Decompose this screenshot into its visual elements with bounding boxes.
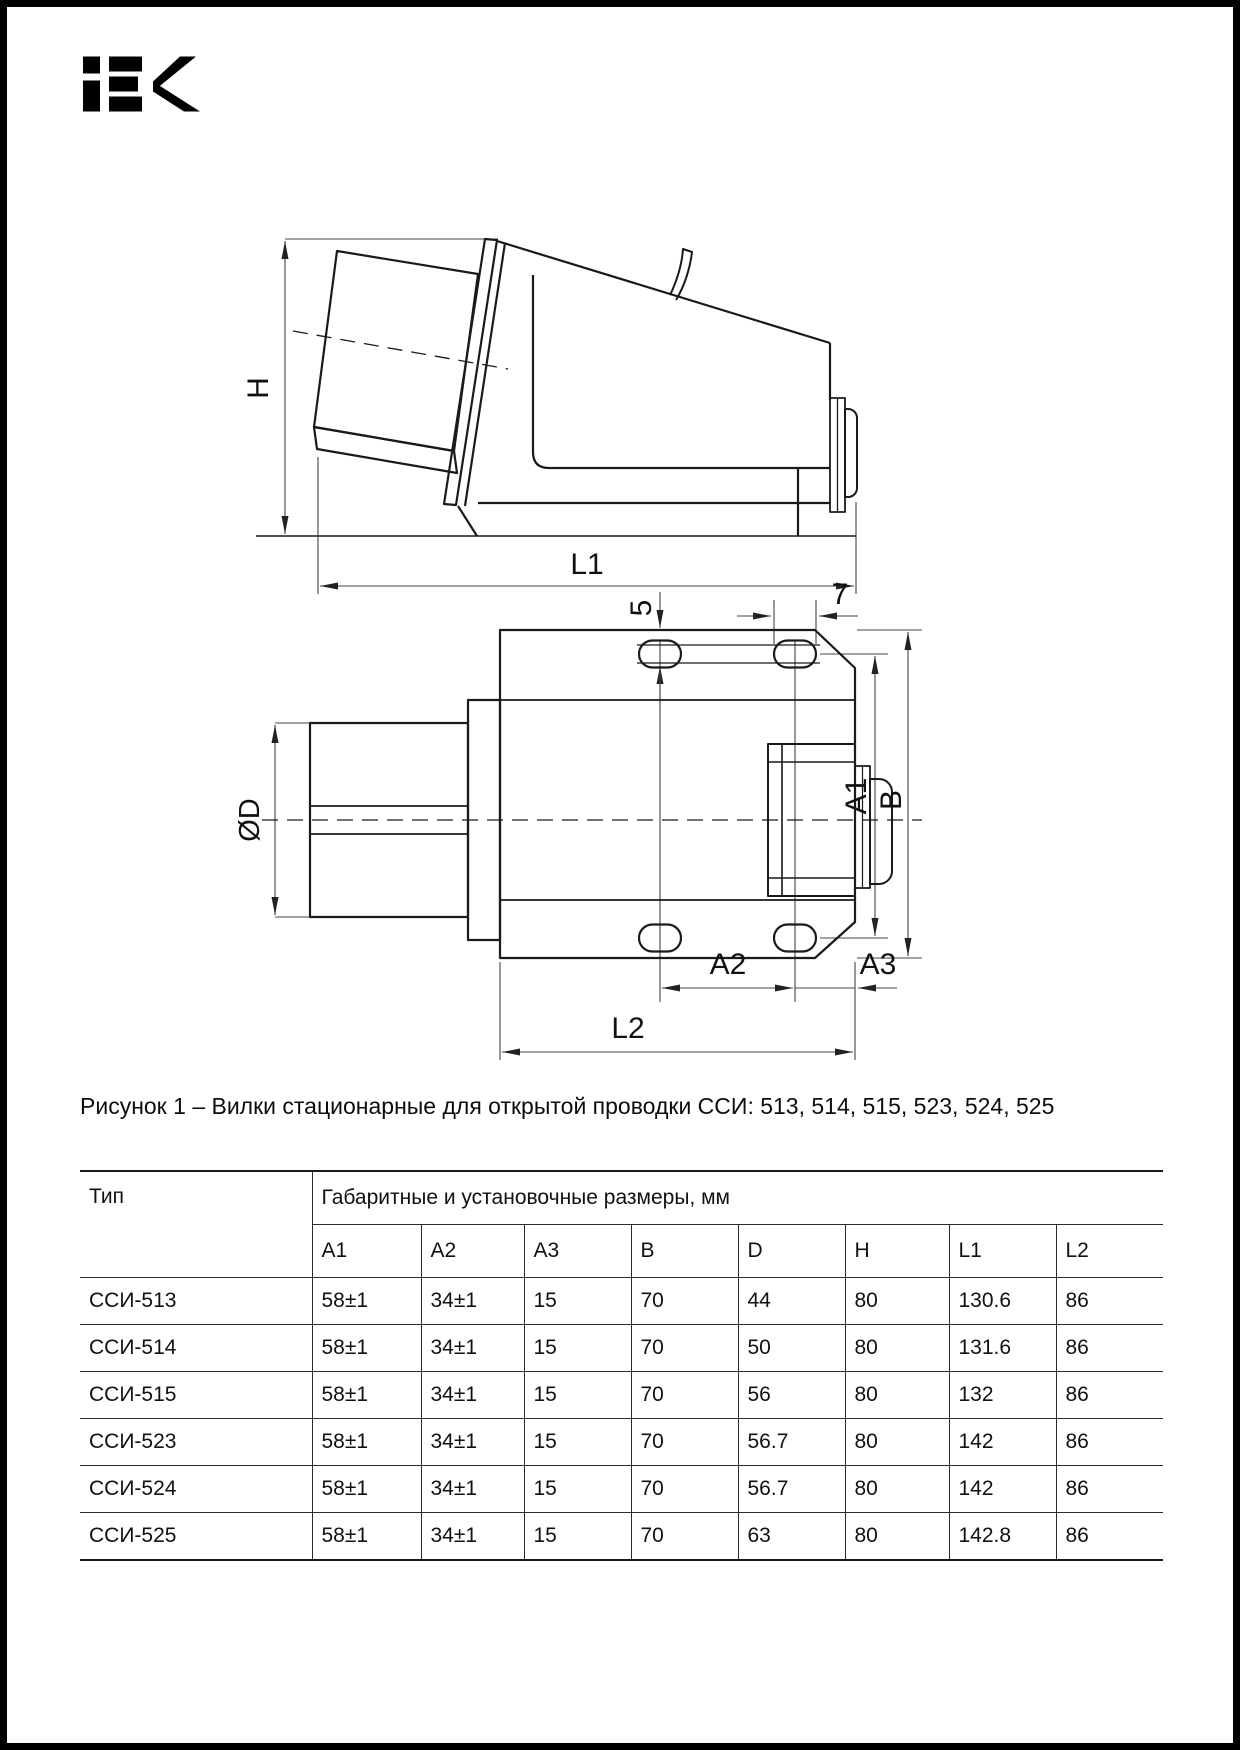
cell-value: 34±1	[421, 1466, 524, 1513]
table-header-h: H	[845, 1225, 949, 1278]
plug-side-outline	[314, 239, 857, 536]
cell-value: 34±1	[421, 1513, 524, 1560]
dim-label-a3: A3	[859, 948, 897, 981]
cell-value: 70	[631, 1278, 738, 1325]
cell-value: 15	[524, 1466, 631, 1513]
dim-label-h: H	[242, 377, 275, 399]
cell-value: 63	[738, 1513, 845, 1560]
cell-value: 131.6	[949, 1325, 1056, 1372]
cell-value: 80	[845, 1325, 949, 1372]
cell-type: ССИ-514	[80, 1325, 312, 1372]
cell-value: 34±1	[421, 1419, 524, 1466]
table-header-a2: A2	[421, 1225, 524, 1278]
figure-caption: Рисунок 1 – Вилки стационарные для открытой проводки ССИ: 513, 514, 515, 523, 524, 525	[80, 1093, 1055, 1119]
cell-value: 34±1	[421, 1278, 524, 1325]
cell-value: 44	[738, 1278, 845, 1325]
cell-type: ССИ-513	[80, 1278, 312, 1325]
table-row	[80, 1325, 1163, 1372]
iek-logo-glyphs	[83, 57, 200, 112]
table-header-type: Тип	[80, 1171, 312, 1278]
cell-value: 70	[631, 1372, 738, 1419]
dim-label-diameter: ØD	[234, 798, 266, 842]
cell-value: 70	[631, 1419, 738, 1466]
figure-side-view	[230, 185, 880, 605]
cell-value: 80	[845, 1466, 949, 1513]
dimensions-table	[80, 1170, 1163, 1561]
table-header-group: Габаритные и установочные размеры, мм	[312, 1171, 1163, 1225]
table-row	[80, 1372, 1163, 1419]
cell-type: ССИ-524	[80, 1466, 312, 1513]
cell-value: 15	[524, 1419, 631, 1466]
cell-value: 70	[631, 1513, 738, 1560]
cell-value: 58±1	[312, 1419, 421, 1466]
cell-value: 15	[524, 1325, 631, 1372]
cell-value: 58±1	[312, 1278, 421, 1325]
cell-type: ССИ-523	[80, 1419, 312, 1466]
cell-value: 70	[631, 1466, 738, 1513]
dim-label-l2: L2	[611, 1012, 645, 1045]
dim-label-b: B	[875, 789, 908, 811]
table-header-b: B	[631, 1225, 738, 1278]
dim-label-7: 7	[831, 578, 849, 611]
table-header-l2: L2	[1056, 1225, 1163, 1278]
cell-value: 86	[1056, 1513, 1163, 1560]
table-header-d: D	[738, 1225, 845, 1278]
cell-value: 58±1	[312, 1325, 421, 1372]
dim-label-l1: L1	[570, 548, 604, 581]
side-view-dimension-lines	[285, 239, 856, 594]
cell-type: ССИ-515	[80, 1372, 312, 1419]
cell-value: 56.7	[738, 1419, 845, 1466]
dim-label-5: 5	[625, 599, 658, 617]
cell-value: 130.6	[949, 1278, 1056, 1325]
top-view-dimension-lines	[275, 592, 922, 1060]
cell-value: 80	[845, 1419, 949, 1466]
table-row	[80, 1278, 1163, 1325]
cell-value: 15	[524, 1278, 631, 1325]
cell-value: 70	[631, 1325, 738, 1372]
table-row	[80, 1466, 1163, 1513]
cell-value: 142.8	[949, 1513, 1056, 1560]
cell-value: 86	[1056, 1278, 1163, 1325]
cell-value: 56	[738, 1372, 845, 1419]
cell-value: 50	[738, 1325, 845, 1372]
table-row	[80, 1419, 1163, 1466]
cell-value: 80	[845, 1513, 949, 1560]
dim-label-a2: A2	[709, 948, 747, 981]
cell-value: 58±1	[312, 1466, 421, 1513]
cell-value: 86	[1056, 1466, 1163, 1513]
table-row	[80, 1513, 1163, 1560]
cell-value: 142	[949, 1466, 1056, 1513]
cell-value: 132	[949, 1372, 1056, 1419]
cell-value: 34±1	[421, 1325, 524, 1372]
cell-value: 86	[1056, 1325, 1163, 1372]
cell-value: 86	[1056, 1372, 1163, 1419]
table-header-a1: A1	[312, 1225, 421, 1278]
figure-top-view	[225, 550, 930, 1075]
cell-value: 86	[1056, 1419, 1163, 1466]
cell-value: 58±1	[312, 1372, 421, 1419]
iek-logo	[83, 56, 203, 112]
cell-value: 56.7	[738, 1466, 845, 1513]
cell-value: 15	[524, 1372, 631, 1419]
table-header-l1: L1	[949, 1225, 1056, 1278]
cell-type: ССИ-525	[80, 1513, 312, 1560]
plug-top-outline	[310, 630, 892, 958]
cell-value: 142	[949, 1419, 1056, 1466]
cell-value: 34±1	[421, 1372, 524, 1419]
dim-label-a1: A1	[840, 777, 873, 815]
cell-value: 15	[524, 1513, 631, 1560]
cell-value: 58±1	[312, 1513, 421, 1560]
cell-value: 80	[845, 1278, 949, 1325]
cell-value: 80	[845, 1372, 949, 1419]
table-header-a3: A3	[524, 1225, 631, 1278]
